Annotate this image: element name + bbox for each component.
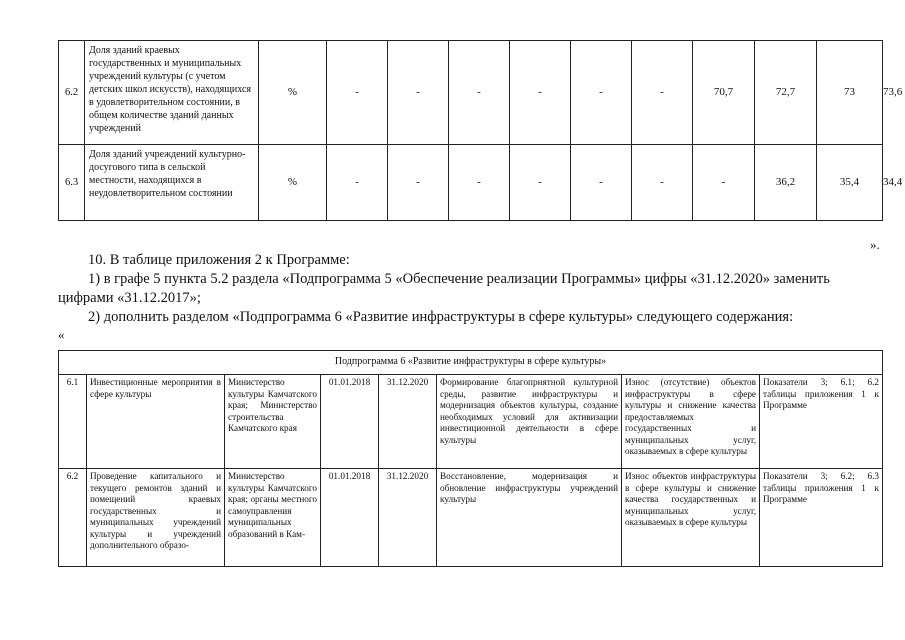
paragraph-10: 10. В таблице приложения 2 к Программе: [88, 252, 350, 268]
table-row: 6.2 Доля зданий краевых государственных и муниципальных учреждений культуры (с учетом детских школ искусств), находящихся в удовлетворительном состоянии, в общем количестве зданий данных учреждений % - - - - - - 70,7 72,7 73 73,6 [59, 41, 883, 145]
row-number: 6.1 [59, 375, 87, 469]
indicator-name: Доля зданий краевых государственных и муниципальных учреждений культуры (с учетом детских школ искусств), находящихся в удовлетворительном состоянии, в общем количестве зданий данных учреждений [85, 41, 259, 145]
value-cell: - [449, 145, 510, 221]
value-cell: - [388, 145, 449, 221]
indicator-name: Доля зданий учреждений культурно-досугового типа в сельской местности, находящихся в неудовлетворительном состоянии [85, 145, 259, 221]
value-cell: - [571, 145, 632, 221]
value-cell: - [327, 41, 388, 145]
table-row: 6.3 Доля зданий учреждений культурно-досугового типа в сельской местности, находящихся в неудовлетворительном состоянии % - - - - - - - 36,2 35,4 34,4 [59, 145, 883, 221]
paragraph-1-line-2: цифрами «31.12.2017»; [58, 290, 201, 306]
subprogram-table [58, 350, 883, 567]
indicator-link: Показатели 3; 6.2; 6.3 таблицы приложения 1 к Программе [760, 469, 883, 567]
value-cell: - [632, 145, 693, 221]
value-cell: - [327, 145, 388, 221]
unit-cell: % [259, 41, 327, 145]
subprogram-title: Подпрограмма 6 «Развитие инфраструктуры в сфере культуры» [59, 351, 883, 375]
consequence-cell: Износ объектов инфраструктуры в сфере культуры и снижение качества государственных и муниципальных услуг, оказываемых в сфере культуры [622, 469, 760, 567]
value-cell: - [510, 41, 571, 145]
paragraph-2: 2) дополнить разделом «Подпрограмма 6 «Развитие инфраструктуры в сфере культуры» следующего содержания: [88, 309, 794, 325]
expected-result: Формирование благоприятной культурной среды, развитие инфраструктуры и модернизация объектов культуры, создание необходимых условий для активизации инвестиционной деятельности в сфере культуры [437, 375, 622, 469]
paragraph-1-line-1: 1) в графе 5 пункта 5.2 раздела «Подпрограмма 5 «Обеспечение реализации Программы» цифры «31.12.2020» заменить [88, 271, 830, 287]
value-cell: - [449, 41, 510, 145]
expected-result: Восстановление, модернизация и обновление инфраструктуры учреждений культуры [437, 469, 622, 567]
end-date: 31.12.2020 [379, 375, 437, 469]
end-date: 31.12.2020 [379, 469, 437, 567]
row-number: 6.2 [59, 41, 85, 145]
value-cell: - [632, 41, 693, 145]
table-title-row [59, 351, 883, 375]
row-number: 6.3 [59, 145, 85, 221]
value-cell: - [510, 145, 571, 221]
table-row [59, 469, 883, 567]
value-cell: - [571, 41, 632, 145]
measure-name: Проведение капитального и текущего ремонтов зданий и помещений краевых государственных и муниципальных учреждений культуры и учреждений дополнительного образо- [87, 469, 225, 567]
value-cell: 36,2 [755, 145, 817, 221]
executor-cell: Министерство культуры Камчатского края; органы местного самоуправления муниципальных образований в Кам- [225, 469, 321, 567]
value-cell: 73 [817, 41, 883, 145]
indicators-table [58, 40, 903, 221]
consequence-cell: Износ (отсутствие) объектов инфраструктуры в сфере культуры и снижение качества предоставляемых государственных и муниципальных услуг, оказываемых в сфере культуры [622, 375, 760, 469]
unit-cell: % [259, 145, 327, 221]
closing-quote: ». [870, 237, 880, 252]
measure-name: Инвестиционные мероприятия в сфере культуры [87, 375, 225, 469]
table-row [59, 375, 883, 469]
start-date: 01.01.2018 [321, 469, 379, 567]
executor-cell: Министерство культуры Камчатского края; Министерство строительства Камчатского края [225, 375, 321, 469]
row-number: 6.2 [59, 469, 87, 567]
value-cell: - [388, 41, 449, 145]
value-cell: - [693, 145, 755, 221]
opening-quote: « [58, 327, 65, 342]
value-cell: 35,4 [817, 145, 883, 221]
value-cell: 70,7 [693, 41, 755, 145]
start-date: 01.01.2018 [321, 375, 379, 469]
value-cell: 72,7 [755, 41, 817, 145]
indicator-link: Показатели 3; 6.1; 6.2 таблицы приложения 1 к Программе [760, 375, 883, 469]
